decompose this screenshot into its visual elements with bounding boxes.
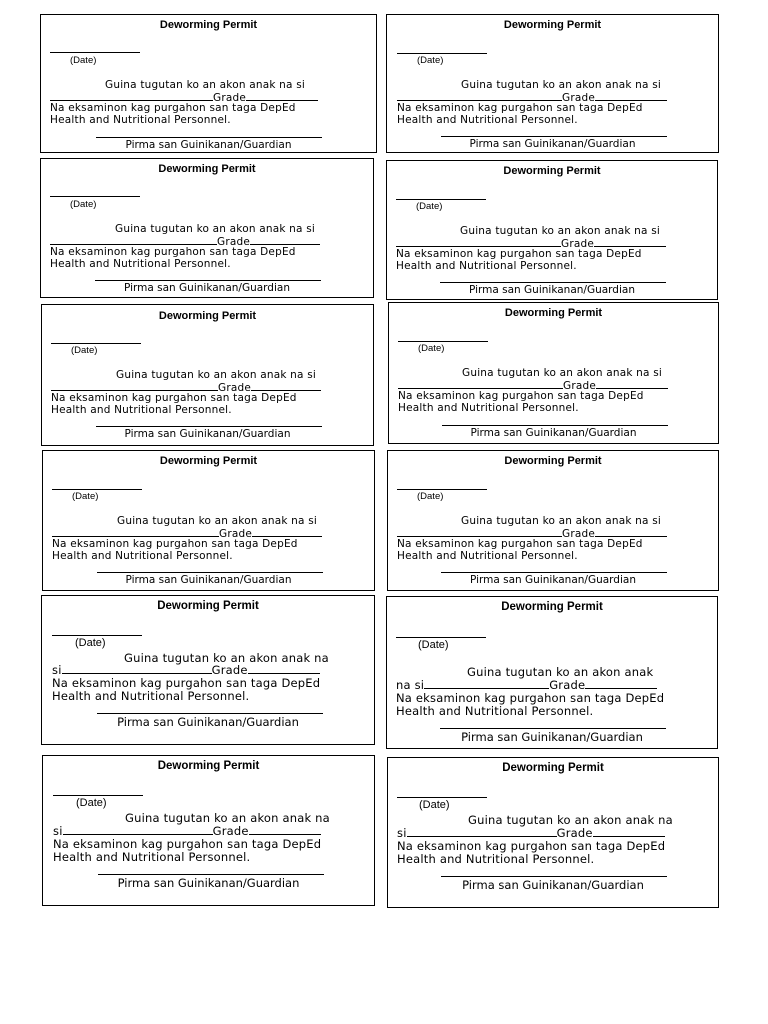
consent-text: Guina tugutan ko an akon anak na si <box>115 223 315 235</box>
permit-title: Deworming Permit <box>503 19 602 31</box>
grade-blank <box>252 526 322 537</box>
exam-line-1: Na eksaminon kag purgahon san taga DepEd <box>398 390 644 402</box>
permit-title: Deworming Permit <box>159 19 258 31</box>
exam-line-1: Na eksaminon kag purgahon san taga DepEd <box>397 538 643 550</box>
student-grade-line: Grade <box>397 526 667 540</box>
date-label: (Date) <box>416 201 443 212</box>
permit-card-9 <box>41 595 375 745</box>
date-line <box>50 52 140 53</box>
consent-text: Guina tugutan ko an akon anak na si <box>461 515 661 527</box>
exam-line-2: Health and Nutritional Personnel. <box>397 114 578 126</box>
consent-text: Guina tugutan ko an akon anak na si <box>461 79 661 91</box>
student-name-blank <box>62 663 212 674</box>
student-grade-line: Grade <box>396 236 666 250</box>
permit-title: Deworming Permit <box>157 600 259 612</box>
permit-title: Deworming Permit <box>158 310 257 322</box>
grade-blank <box>250 234 320 245</box>
date-label: (Date) <box>417 491 444 502</box>
permit-card-12 <box>387 757 719 908</box>
signature-label: Pirma san Guinikanan/Guardian <box>469 138 636 150</box>
signature-line <box>97 713 323 714</box>
exam-line-1: Na eksaminon kag purgahon san taga DepEd <box>397 102 643 114</box>
date-line <box>397 489 487 490</box>
signature-line <box>96 137 322 138</box>
permit-card-5 <box>41 304 374 446</box>
grade-blank <box>248 663 320 674</box>
student-grade-line: si Grade <box>52 663 320 677</box>
exam-line-2: Health and Nutritional Personnel. <box>396 260 577 272</box>
student-grade-line: si Grade <box>397 826 665 840</box>
date-label: (Date) <box>75 637 106 649</box>
signature-label: Pirma san Guinikanan/Guardian <box>117 876 300 890</box>
student-grade-line: Grade <box>397 90 667 104</box>
permit-card-3 <box>40 158 374 298</box>
permit-card-2 <box>386 14 719 153</box>
grade-blank <box>585 678 657 689</box>
date-label: (Date) <box>419 799 450 811</box>
student-name-blank <box>397 90 562 101</box>
exam-line-1: Na eksaminon kag purgahon san taga DepEd <box>50 102 296 114</box>
permit-title: Deworming Permit <box>159 455 258 467</box>
exam-line-1: Na eksaminon kag purgahon san taga DepEd <box>50 246 296 258</box>
date-line <box>396 637 486 638</box>
permit-card-1 <box>40 14 377 153</box>
student-grade-line: Grade <box>51 380 321 394</box>
exam-line-1: Na eksaminon kag purgahon san taga DepEd <box>51 392 297 404</box>
exam-line-2: Health and Nutritional Personnel. <box>397 550 578 562</box>
student-grade-line: Grade <box>50 234 320 248</box>
signature-line <box>98 874 324 875</box>
student-name-blank <box>52 526 219 537</box>
exam-line-2: Health and Nutritional Personnel. <box>397 852 595 866</box>
signature-line <box>442 425 668 426</box>
student-name-blank <box>50 234 217 245</box>
date-line <box>397 797 487 798</box>
permit-title: Deworming Permit <box>158 163 256 175</box>
consent-text: Guina tugutan ko an akon anak na si <box>460 225 660 237</box>
consent-text: Guina tugutan ko an akon anak <box>467 665 654 679</box>
grade-blank <box>249 824 321 835</box>
signature-line <box>441 572 667 573</box>
signature-label: Pirma san Guinikanan/Guardian <box>124 282 290 294</box>
consent-text: Guina tugutan ko an akon anak na si <box>116 369 316 381</box>
date-label: (Date) <box>417 55 444 66</box>
signature-line <box>440 728 666 729</box>
grade-blank <box>596 378 668 389</box>
date-line <box>396 199 486 200</box>
grade-blank <box>595 526 667 537</box>
signature-label: Pirma san Guinikanan/Guardian <box>462 878 644 892</box>
grade-blank <box>246 90 318 101</box>
permit-title: Deworming Permit <box>502 762 604 774</box>
exam-line-2: Health and Nutritional Personnel. <box>396 704 594 718</box>
grade-blank <box>594 236 666 247</box>
consent-text: Guina tugutan ko an akon anak na si <box>462 367 662 379</box>
permit-card-11 <box>42 755 375 906</box>
permit-card-6 <box>388 302 719 444</box>
student-name-blank <box>50 90 213 101</box>
student-name-blank <box>407 826 557 837</box>
signature-line <box>441 136 667 137</box>
signature-line <box>441 876 667 877</box>
date-line <box>51 343 141 344</box>
consent-text: Guina tugutan ko an akon anak na <box>125 811 330 825</box>
date-line <box>397 53 487 54</box>
signature-label: Pirma san Guinikanan/Guardian <box>469 284 635 296</box>
student-name-blank <box>398 378 563 389</box>
student-name-blank <box>51 380 218 391</box>
permit-title: Deworming Permit <box>157 760 260 772</box>
exam-line-1: Na eksaminon kag purgahon san taga DepEd <box>396 691 665 705</box>
permit-title: Deworming Permit <box>501 601 603 613</box>
signature-label: Pirma san Guinikanan/Guardian <box>117 715 299 729</box>
signature-label: Pirma san Guinikanan/Guardian <box>470 427 637 439</box>
consent-text: Guina tugutan ko an akon anak na si <box>105 79 305 91</box>
student-name-blank <box>63 824 213 835</box>
date-line <box>52 489 142 490</box>
student-grade-line: na si Grade <box>396 678 657 692</box>
permit-title: Deworming Permit <box>504 455 602 467</box>
exam-line-1: Na eksaminon kag purgahon san taga DepEd <box>53 837 322 851</box>
consent-text: Guina tugutan ko an akon anak na si <box>117 515 317 527</box>
exam-line-2: Health and Nutritional Personnel. <box>398 402 579 414</box>
date-label: (Date) <box>70 199 97 210</box>
exam-line-2: Health and Nutritional Personnel. <box>51 404 232 416</box>
exam-line-2: Health and Nutritional Personnel. <box>50 114 231 126</box>
exam-line-2: Health and Nutritional Personnel. <box>52 689 250 703</box>
date-label: (Date) <box>71 345 98 356</box>
consent-text: Guina tugutan ko an akon anak na <box>468 813 673 827</box>
signature-label: Pirma san Guinikanan/Guardian <box>470 574 636 586</box>
exam-line-2: Health and Nutritional Personnel. <box>50 258 231 270</box>
grade-blank <box>593 826 665 837</box>
exam-line-1: Na eksaminon kag purgahon san taga DepEd <box>397 839 666 853</box>
permit-title: Deworming Permit <box>503 165 601 177</box>
student-name-blank <box>396 236 561 247</box>
student-name-blank <box>424 678 549 689</box>
date-line <box>50 196 140 197</box>
signature-label: Pirma san Guinikanan/Guardian <box>461 730 643 744</box>
date-label: (Date) <box>70 55 97 66</box>
exam-line-1: Na eksaminon kag purgahon san taga DepEd <box>396 248 642 260</box>
exam-line-2: Health and Nutritional Personnel. <box>52 550 233 562</box>
signature-line <box>95 280 321 281</box>
permit-card-8 <box>387 450 719 591</box>
student-grade-line: Grade <box>50 90 318 104</box>
signature-label: Pirma san Guinikanan/Guardian <box>125 574 292 586</box>
permit-title: Deworming Permit <box>504 307 603 319</box>
signature-line <box>97 572 323 573</box>
date-line <box>398 341 488 342</box>
student-grade-line: Grade <box>398 378 668 392</box>
exam-line-1: Na eksaminon kag purgahon san taga DepEd <box>52 538 298 550</box>
permit-card-4 <box>386 160 718 300</box>
date-label: (Date) <box>418 639 449 651</box>
date-label: (Date) <box>76 797 107 809</box>
exam-line-1: Na eksaminon kag purgahon san taga DepEd <box>52 676 321 690</box>
date-line <box>53 795 143 796</box>
permit-card-7 <box>42 450 375 591</box>
signature-label: Pirma san Guinikanan/Guardian <box>125 139 292 151</box>
signature-label: Pirma san Guinikanan/Guardian <box>124 428 291 440</box>
signature-line <box>440 282 666 283</box>
date-line <box>52 635 142 636</box>
exam-line-2: Health and Nutritional Personnel. <box>53 850 251 864</box>
grade-blank <box>595 90 667 101</box>
consent-text: Guina tugutan ko an akon anak na <box>124 651 329 665</box>
student-grade-line: Grade <box>52 526 322 540</box>
signature-line <box>96 426 322 427</box>
date-label: (Date) <box>418 343 445 354</box>
student-grade-line: si Grade <box>53 824 321 838</box>
permit-card-10 <box>386 596 718 749</box>
grade-blank <box>251 380 321 391</box>
date-label: (Date) <box>72 491 99 502</box>
student-name-blank <box>397 526 562 537</box>
